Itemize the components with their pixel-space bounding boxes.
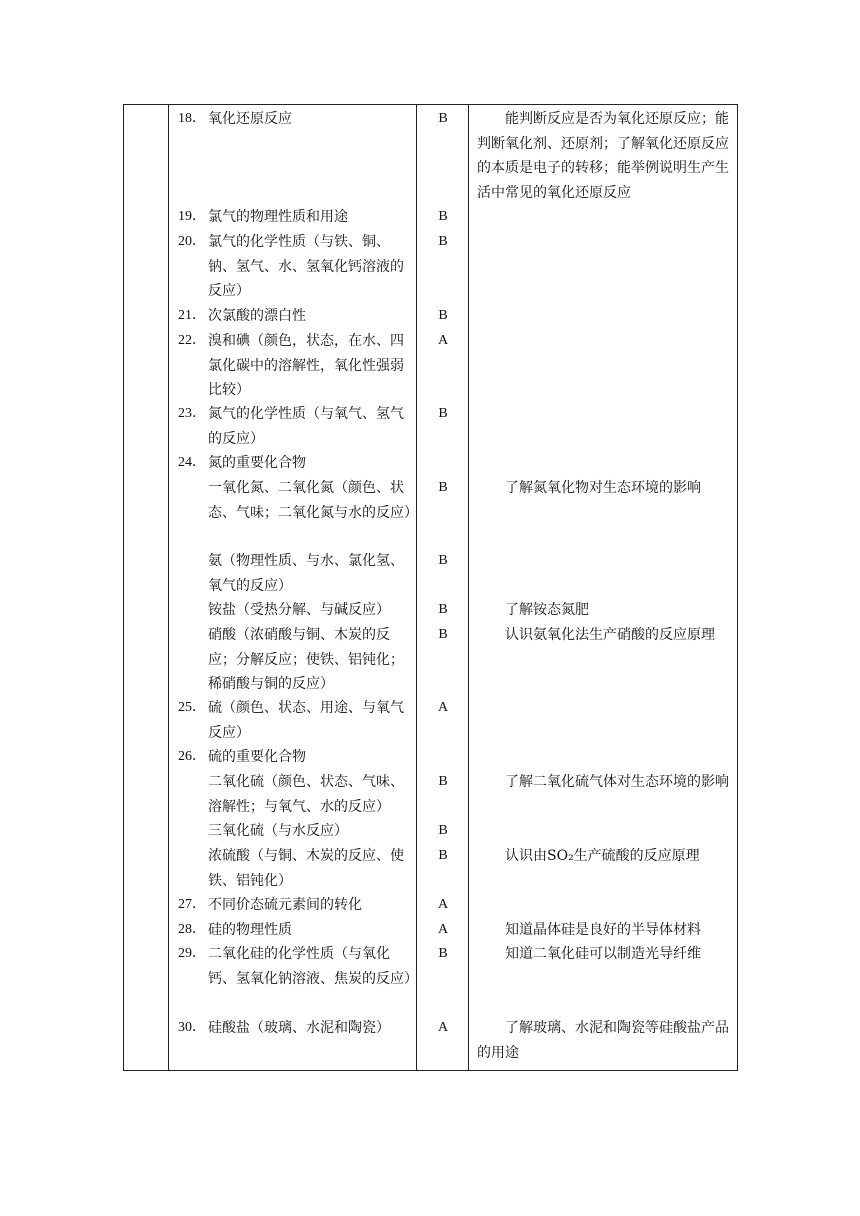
level-mark: B: [438, 946, 448, 961]
column-divider: [168, 105, 169, 1070]
item-number: 27．: [178, 897, 206, 912]
item-text: 一氧化氮、二氧化氮（颜色、状态、气味；二氧化氮与水的反应）: [208, 480, 418, 521]
level-mark: A: [437, 897, 449, 912]
level-mark: B: [438, 209, 448, 224]
item-number: 29．: [178, 946, 206, 961]
item-number: 25．: [178, 700, 206, 715]
item-text: 氮的重要化合物: [208, 455, 306, 471]
item-text: 二氧化硅的化学性质（与氧化钙、氢氧化钠溶液、焦炭的反应）: [208, 946, 418, 987]
item-number: 28．: [178, 922, 206, 937]
item-text: 硫的重要化合物: [208, 749, 306, 765]
item-text: 硅的物理性质: [208, 922, 292, 938]
level-mark: B: [438, 627, 448, 642]
requirement-text: 能判断反应是否为氧化还原反应；能判断氧化剂、还原剂；了解氧化还原反应的本质是电子的转移；能举例说明生产生活中常见的氧化还原反应: [477, 111, 729, 201]
requirement-text: 认识氨氧化法生产硝酸的反应原理: [505, 627, 715, 643]
level-mark: B: [438, 406, 448, 421]
item-text: 浓硫酸（与铜、木炭的反应、使铁、铝钝化）: [208, 848, 404, 889]
item-text: 硅酸盐（玻璃、水泥和陶瓷）: [208, 1020, 390, 1036]
requirement-text: 知道二氧化硅可以制造光导纤维: [505, 946, 701, 962]
requirement-text: 认识由SO₂生产硫酸的反应原理: [505, 848, 700, 864]
item-number: 24．: [178, 455, 206, 470]
requirement-text: 了解玻璃、水泥和陶瓷等硅酸盐产品的用途: [477, 1020, 729, 1061]
item-text: 溴和碘（颜色，状态，在水、四氯化碳中的溶解性，氧化性强弱比较）: [208, 333, 404, 398]
requirement-text: 了解二氧化硫气体对生态环境的影响: [505, 774, 729, 790]
level-mark: B: [438, 111, 448, 126]
level-mark: B: [438, 234, 448, 249]
item-text: 氯气的物理性质和用途: [208, 209, 348, 225]
item-text: 二氧化硫（颜色、状态、气味、溶解性；与氧气、水的反应）: [208, 774, 404, 815]
item-number: 30．: [178, 1020, 206, 1035]
item-text: 硫（颜色、状态、用途、与氧气反应）: [208, 700, 404, 741]
item-number: 20．: [178, 234, 206, 249]
item-number: 22．: [178, 333, 206, 348]
item-text: 铵盐（受热分解、与碱反应）: [208, 602, 390, 618]
level-mark: A: [437, 1020, 449, 1035]
level-mark: B: [438, 308, 448, 323]
item-text: 氧化还原反应: [208, 111, 292, 127]
item-text: 氮气的化学性质（与氧气、氢气的反应）: [208, 406, 404, 447]
requirement-text: 了解氮氧化物对生态环境的影响: [505, 480, 701, 496]
item-text: 硝酸（浓硝酸与铜、木炭的反应；分解反应；使铁、铝钝化；稀硝酸与铜的反应）: [208, 627, 404, 692]
level-mark: A: [437, 700, 449, 715]
item-number: 19．: [178, 209, 206, 224]
item-number: 26．: [178, 749, 206, 764]
item-text: 氨（物理性质、与水、氯化氢、氧气的反应）: [208, 553, 404, 594]
level-mark: B: [438, 848, 448, 863]
level-mark: B: [438, 480, 448, 495]
item-number: 18．: [178, 111, 206, 126]
item-text: 次氯酸的漂白性: [208, 308, 306, 324]
level-mark: A: [437, 922, 449, 937]
item-text: 氯气的化学性质（与铁、铜、钠、氢气、水、氢氧化钙溶液的反应）: [208, 234, 404, 299]
level-mark: B: [438, 602, 448, 617]
content-table: [123, 104, 738, 1071]
level-mark: B: [438, 774, 448, 789]
level-mark: B: [438, 823, 448, 838]
item-number: 23．: [178, 406, 206, 421]
level-mark: B: [438, 553, 448, 568]
requirement-text: 了解铵态氮肥: [505, 602, 589, 618]
item-number: 21．: [178, 308, 206, 323]
item-text: 不同价态硫元素间的转化: [208, 897, 362, 913]
level-mark: A: [437, 333, 449, 348]
requirement-text: 知道晶体硅是良好的半导体材料: [505, 922, 701, 938]
item-text: 三氧化硫（与水反应）: [208, 823, 348, 839]
